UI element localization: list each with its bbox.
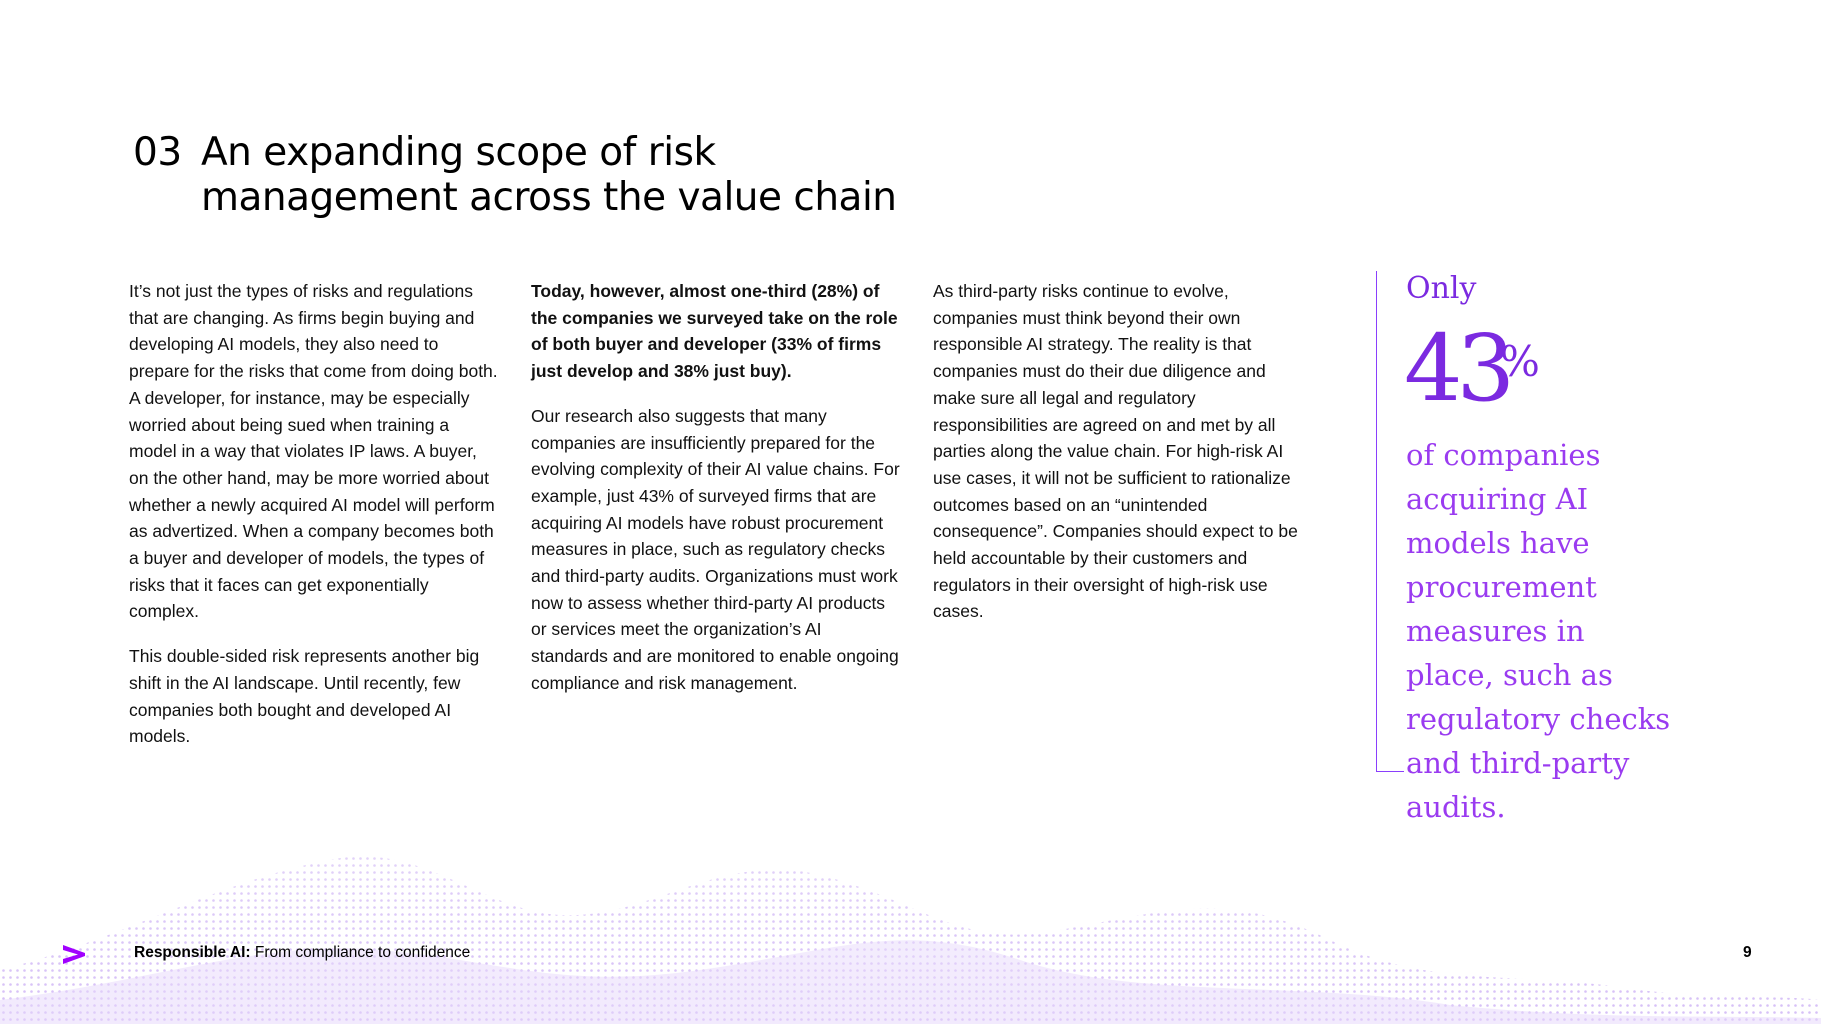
callout-stat-unit: % (1500, 337, 1540, 386)
paragraph: Our research also suggests that many companies are insufficiently prepared for the evolving complexity of their AI value chains. For example, just 43% of surveyed firms that are acquiring AI models have robust procurement measures in place, such as regulatory checks and third-party audits. Organizations must work now to assess whether third-party AI products or services meet the organization’s AI standards and are monitored to enable ongoing compliance and risk management. (531, 405, 900, 693)
callout-lead: Only (1406, 271, 1477, 306)
page-number: 9 (1743, 944, 1752, 961)
accenture-greater-than-icon (60, 940, 88, 968)
highlight-paragraph: Today, however, almost one-third (28%) of the companies we surveyed take on the role of both buyer and developer (33% of firms just develop and 38% just buy). (531, 281, 898, 382)
paragraph: As third-party risks continue to evolve, companies must think beyond their own responsible AI strategy. The reality is that companies must do their due diligence and make sure all legal and regulatory responsibilities are agreed on and met by all parties along the value chain. For high-risk AI use cases, it will not be sufficient to rationalize outcomes based on an “unintended consequence”. Companies should expect to be held accountable by their customers and regulators in their oversight of high-risk use cases. (933, 281, 1298, 622)
body-column-1 (129, 278, 499, 768)
footer-title (134, 944, 470, 962)
body-column-2 (531, 278, 901, 715)
callout-stat: 43 (1404, 315, 1510, 422)
callout-text: of companies acquiring AI models have procurement measures in place, such as regulatory checks and third-party audits. (1406, 438, 1671, 824)
section-number: 03 (133, 130, 182, 175)
body-column-3 (933, 278, 1303, 643)
footer-subtitle: From compliance to confidence (254, 944, 471, 961)
decorative-wave-pattern (0, 820, 1821, 1024)
paragraph: It’s not just the types of risks and regulations that are changing. As firms begin buying and developing AI models, they also need to prepare for the risks that come from doing both. A developer, for instance, may be especially worried about being sued when training a model in a way that violates IP laws. A buyer, on the other hand, may be more worried about whether a newly acquired AI model will perform as advertized. When a company becomes both a buyer and developer of models, the types of risks that it faces can get exponentially complex. (129, 281, 498, 622)
paragraph: This double-sided risk represents another big shift in the AI landscape. Until recently, few companies both bought and developed AI models. (129, 646, 480, 747)
section-title: An expanding scope of risk management across the value chain (201, 130, 897, 220)
footer-bold-label: Responsible AI: (134, 944, 251, 961)
stat-callout (1376, 271, 1677, 824)
callout-bracket (1376, 771, 1404, 772)
page-title (133, 130, 901, 220)
